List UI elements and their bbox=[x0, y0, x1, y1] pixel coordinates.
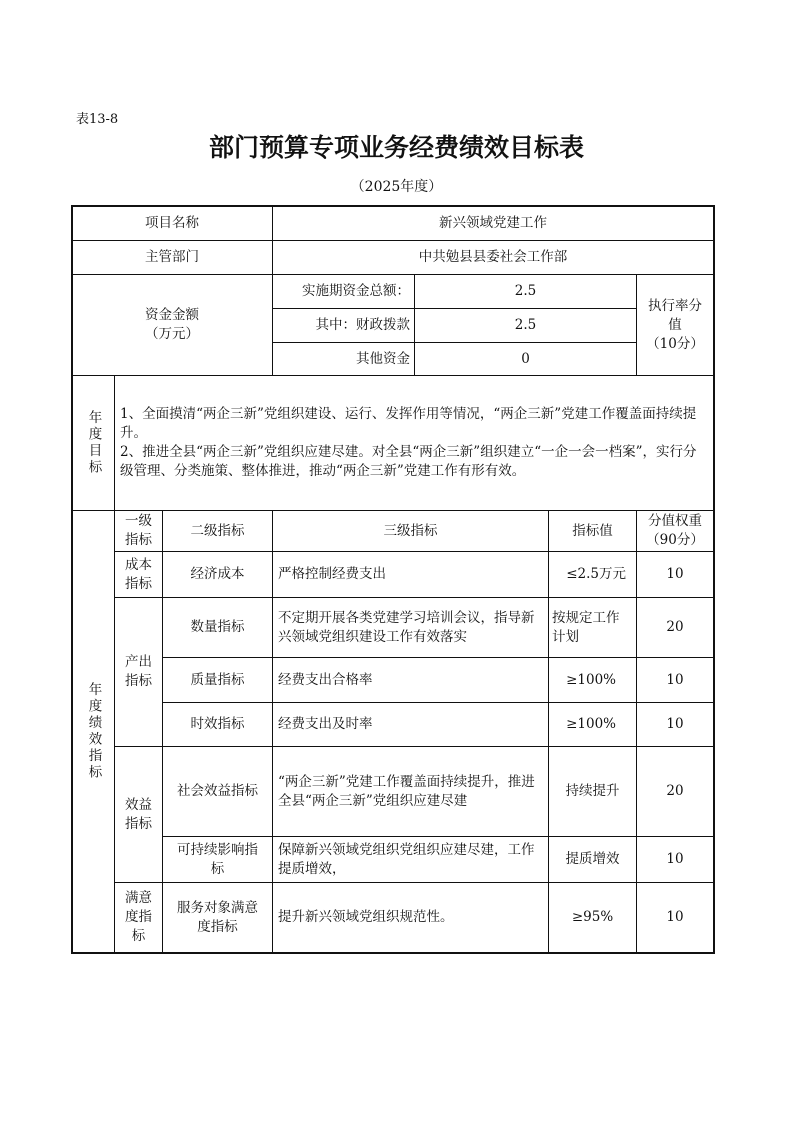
quantity-weight: 20 bbox=[666, 619, 684, 635]
quantity-level3: 不定期开展各类党建学习培训会议，指导新兴领域党组织建设工作有效落实 bbox=[278, 609, 535, 645]
satisfaction-level2: 服务对象满意 度指标 bbox=[177, 899, 258, 935]
timeliness-value: ≥100% bbox=[566, 716, 616, 732]
satisfaction-value: ≥95% bbox=[571, 909, 614, 925]
quality-level3: 经费支出合格率 bbox=[278, 671, 373, 688]
quantity-value: 按规定工作计划 bbox=[552, 609, 620, 645]
performance-indicators-label: 年度绩效指标 bbox=[85, 682, 102, 781]
cost-level2: 经济成本 bbox=[190, 566, 245, 582]
execution-rate-label: 执行率分 值 （10分） bbox=[646, 297, 704, 352]
other-funds-label: 其他资金 bbox=[356, 350, 410, 367]
header-level2: 二级指标 bbox=[190, 522, 245, 539]
sustainable-level2: 可持续影响指 标 bbox=[177, 841, 258, 877]
social-benefit-level3: “两企三新”党建工作覆盖面持续提升，推进全县“两企三新”党组织应建尽建 bbox=[278, 773, 535, 809]
fiscal-funds-label: 其中：财政拨款 bbox=[315, 317, 410, 333]
output-level1: 产出 指标 bbox=[125, 654, 152, 689]
table-code: 表13-8 bbox=[76, 112, 119, 127]
funds-amount-label: 资金金额 （万元） bbox=[145, 307, 199, 342]
social-benefit-value: 持续提升 bbox=[565, 783, 620, 799]
cost-weight: 10 bbox=[666, 566, 684, 582]
satisfaction-level3: 提升新兴领域党组织规范性。 bbox=[278, 909, 454, 925]
header-value: 指标值 bbox=[572, 522, 613, 539]
sustainable-weight: 10 bbox=[666, 851, 684, 867]
cost-value: ≤2.5万元 bbox=[566, 566, 626, 582]
benefit-level1: 效益 指标 bbox=[125, 796, 152, 832]
quality-weight: 10 bbox=[666, 671, 684, 688]
sustainable-level3: 保障新兴领域党组织党组织应建尽建，工作提质增效， bbox=[278, 841, 535, 877]
quantity-level2: 数量指标 bbox=[190, 619, 245, 635]
document-title: 部门预算专项业务经费绩效目标表 bbox=[208, 133, 584, 162]
header-level3: 三级指标 bbox=[383, 522, 438, 539]
department-value: 中共勉县县委社会工作部 bbox=[418, 249, 568, 265]
social-benefit-weight: 20 bbox=[666, 783, 684, 799]
timeliness-level3: 经费支出及时率 bbox=[278, 716, 373, 732]
total-funds-label: 实施期资金总额： bbox=[302, 283, 410, 299]
annual-goal-text: 1、全面摸清“两企三新”党组织建设、运行、发挥作用等情况，“两企三新”党建工作覆盖面持续提升。 2、推进全县“两企三新”党组织应建尽建。对全县“两企三新”组织建立“一企一会一档案”，实行分级管理、分类施策、整体推进，推动“两企三新”党建工作有形有效。 bbox=[120, 406, 697, 479]
other-funds-value: 0 bbox=[521, 350, 530, 367]
sustainable-value: 提质增效 bbox=[565, 851, 620, 867]
timeliness-level2: 时效指标 bbox=[190, 716, 245, 732]
total-funds-value: 2.5 bbox=[514, 283, 537, 299]
fiscal-funds-value: 2.5 bbox=[514, 317, 537, 333]
header-weight: 分值权重 （90分） bbox=[646, 513, 704, 548]
project-name-value: 新兴领域党建工作 bbox=[439, 214, 547, 231]
social-benefit-level2: 社会效益指标 bbox=[177, 783, 258, 799]
cost-level3: 严格控制经费支出 bbox=[278, 566, 386, 582]
timeliness-weight: 10 bbox=[666, 716, 684, 732]
annual-goal-label: 年度目标 bbox=[85, 410, 102, 476]
project-name-label: 项目名称 bbox=[145, 214, 199, 231]
satisfaction-level1: 满意 度指 标 bbox=[125, 890, 152, 944]
quality-level2: 质量指标 bbox=[190, 671, 245, 688]
department-label: 主管部门 bbox=[145, 249, 199, 265]
satisfaction-weight: 10 bbox=[666, 909, 684, 925]
quality-value: ≥100% bbox=[566, 671, 616, 688]
cost-level1: 成本 指标 bbox=[125, 556, 152, 592]
budget-year: （2025年度） bbox=[350, 179, 443, 195]
header-level1: 一级 指标 bbox=[125, 513, 152, 548]
